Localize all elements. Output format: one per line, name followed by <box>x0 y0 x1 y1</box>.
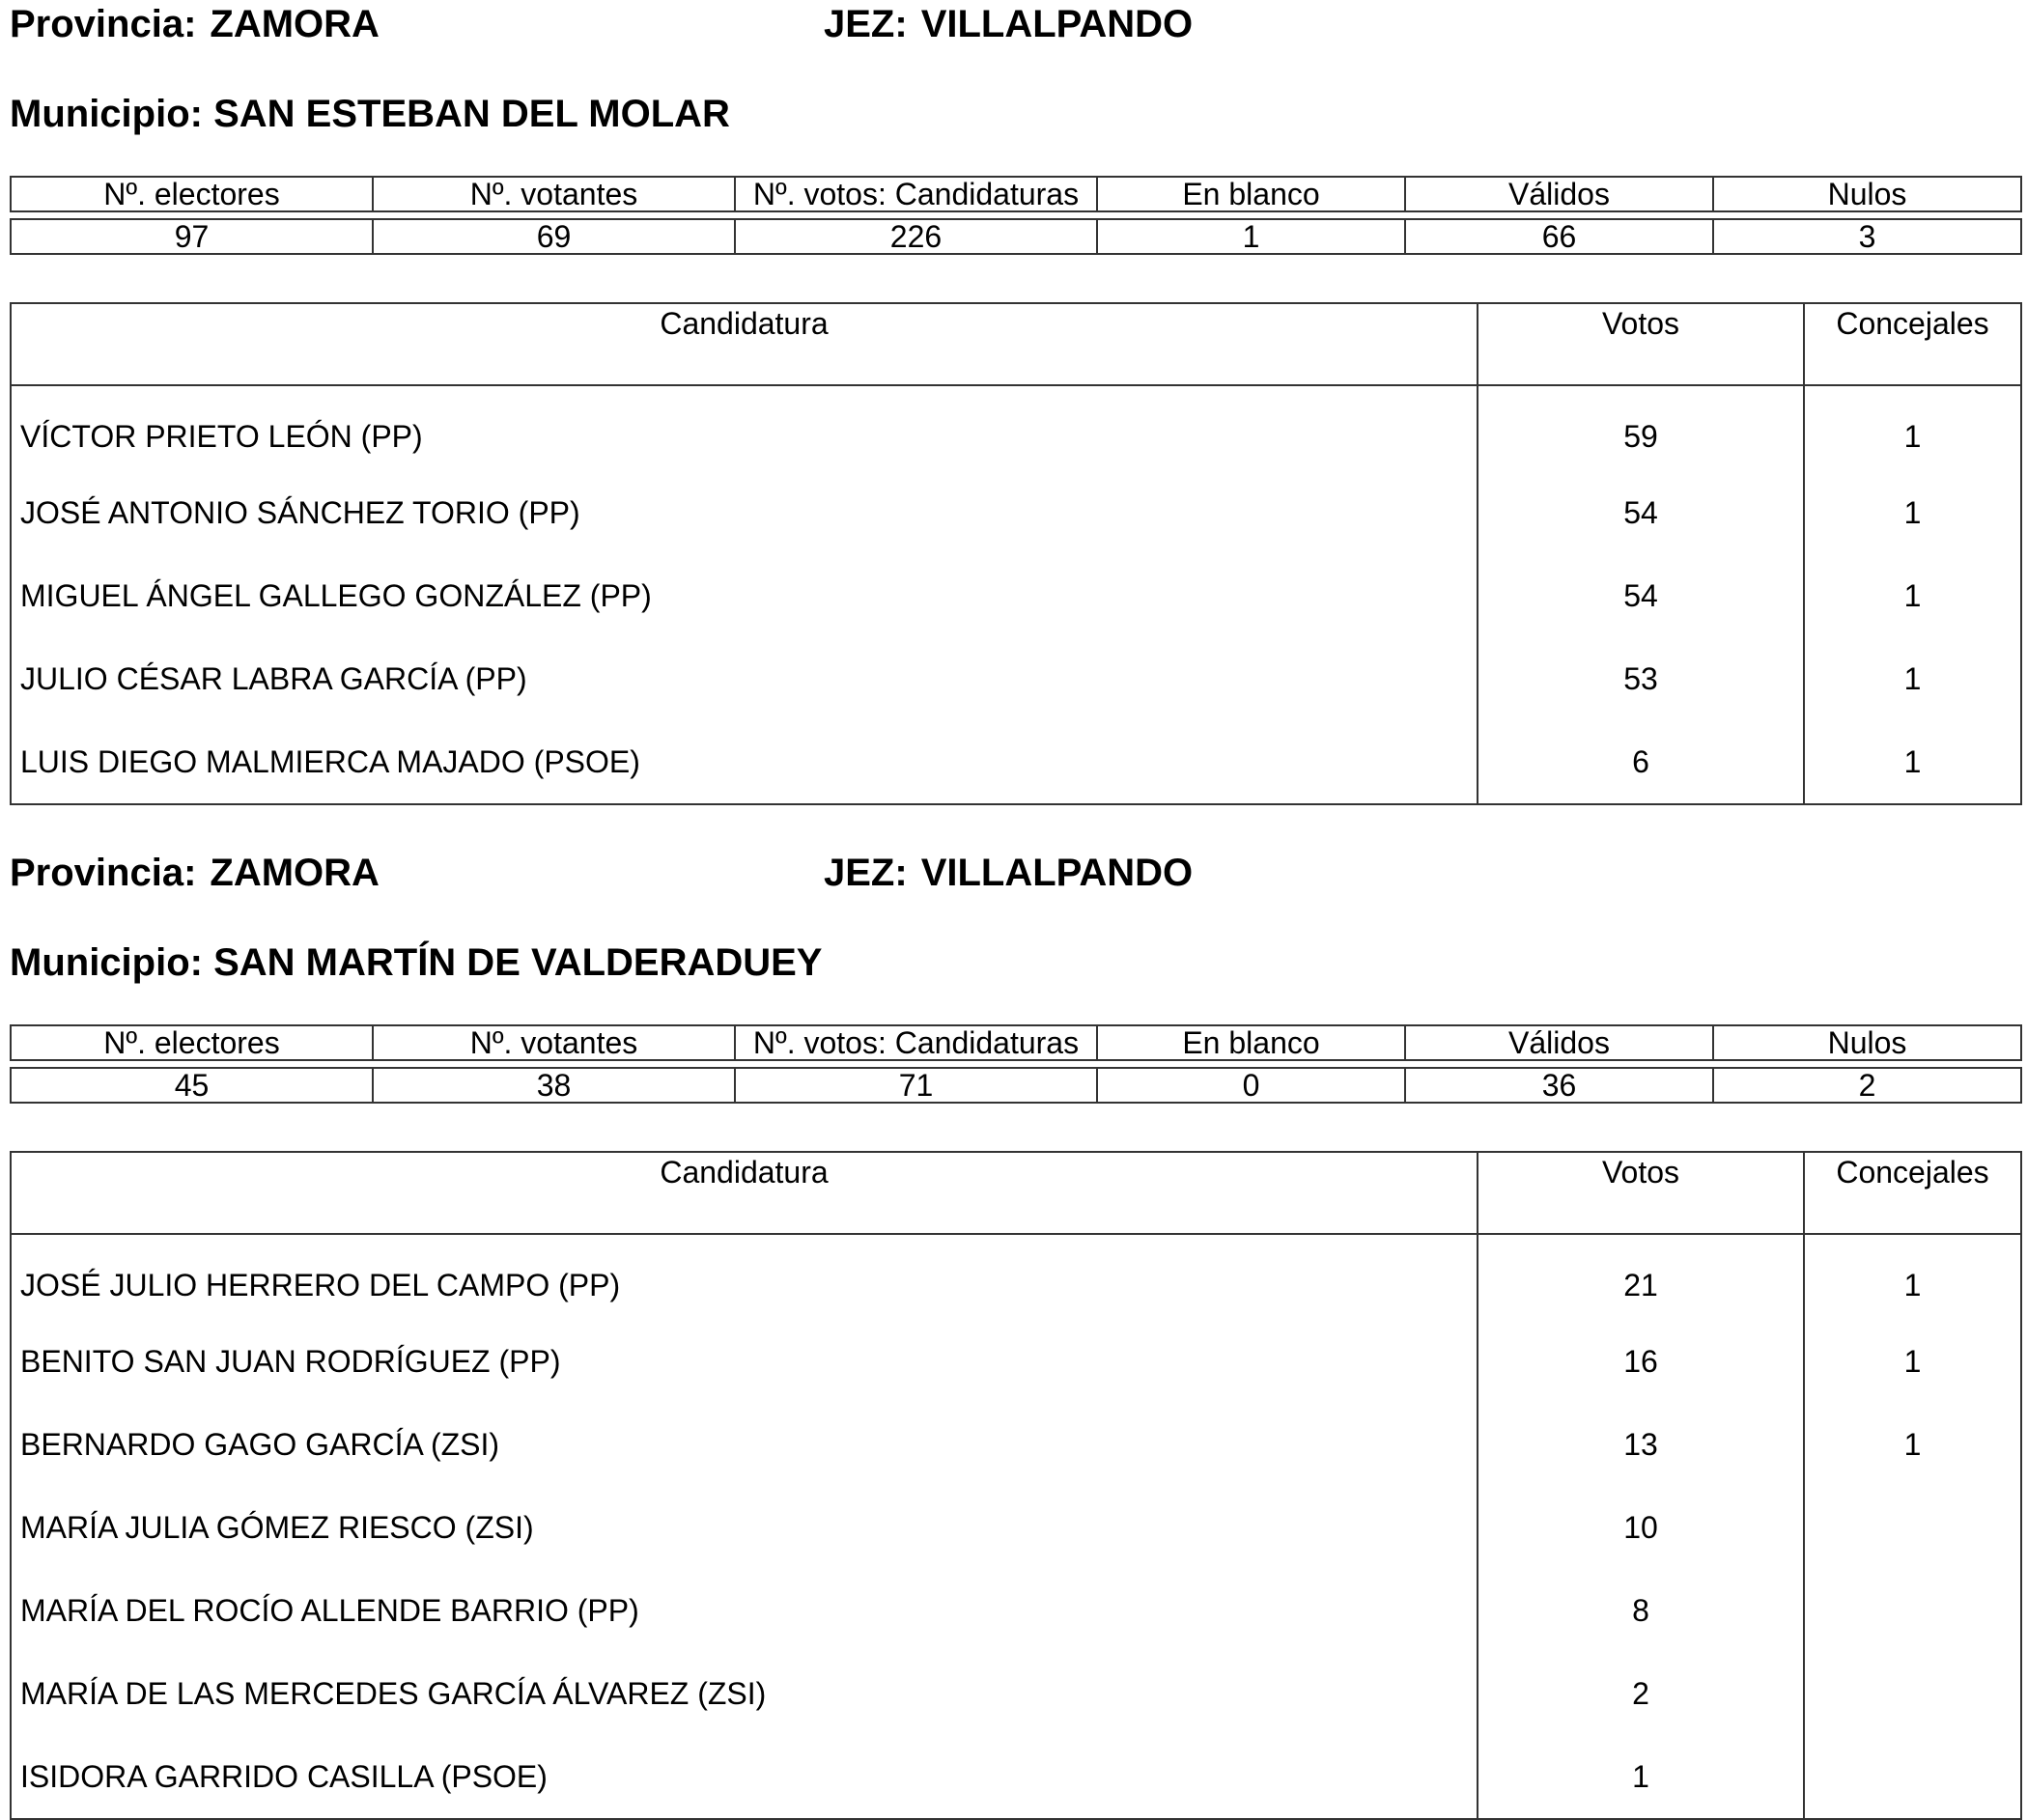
candidate-name: JOSÉ ANTONIO SÁNCHEZ TORIO (PP) <box>11 471 1478 554</box>
candidate-votos: 54 <box>1478 471 1804 554</box>
candidate-name: VÍCTOR PRIETO LEÓN (PP) <box>11 385 1478 471</box>
stats-value-votos-candidaturas: 226 <box>735 219 1097 254</box>
stats-header-nulos: Nulos <box>1713 177 2021 211</box>
stats-value-electores: 45 <box>11 1068 373 1103</box>
provincia-value: ZAMORA <box>210 852 380 894</box>
stats-header-validos: Válidos <box>1405 1025 1713 1060</box>
candidate-name: MARÍA JULIA GÓMEZ RIESCO (ZSI) <box>11 1486 1478 1569</box>
candidate-name: MARÍA DEL ROCÍO ALLENDE BARRIO (PP) <box>11 1569 1478 1652</box>
candidate-votos: 59 <box>1478 385 1804 471</box>
stats-value-votantes: 38 <box>373 1068 735 1103</box>
stats-value-validos: 66 <box>1405 219 1713 254</box>
candidate-votos: 10 <box>1478 1486 1804 1569</box>
candidate-votos: 1 <box>1478 1735 1804 1819</box>
candidate-name: ISIDORA GARRIDO CASILLA (PSOE) <box>11 1735 1478 1819</box>
stats-header-electores: Nº. electores <box>11 1025 373 1060</box>
table-row <box>11 1403 2021 1486</box>
table-row <box>11 1320 2021 1403</box>
candidate-name: BERNARDO GAGO GARCÍA (ZSI) <box>11 1403 1478 1486</box>
candidate-concejales: 1 <box>1804 471 2021 554</box>
concejales-header: Concejales <box>1804 303 2021 385</box>
stats-value-votos-candidaturas: 71 <box>735 1068 1097 1103</box>
table-row <box>11 720 2021 804</box>
provincia-heading-2 <box>10 850 380 896</box>
candidatura-header: Candidatura <box>11 303 1478 385</box>
jez-heading-1 <box>824 1 1193 47</box>
candidate-votos: 53 <box>1478 637 1804 720</box>
provincia-label: Provincia: <box>10 3 197 45</box>
provincia-value: ZAMORA <box>210 3 380 45</box>
municipio-label: Municipio: <box>10 93 203 135</box>
jez-label: JEZ: <box>824 3 908 45</box>
candidatura-header: Candidatura <box>11 1152 1478 1234</box>
provincia-label: Provincia: <box>10 852 197 894</box>
candidate-votos: 2 <box>1478 1652 1804 1735</box>
stats-value-nulos: 3 <box>1713 219 2021 254</box>
stats-header-votantes: Nº. votantes <box>373 1025 735 1060</box>
jez-value: VILLALPANDO <box>920 852 1194 894</box>
table-row <box>11 1735 2021 1819</box>
stats-value-en-blanco: 0 <box>1097 1068 1405 1103</box>
candidates-table-2 <box>10 1151 2022 1820</box>
candidate-votos: 54 <box>1478 554 1804 637</box>
municipio-heading-2 <box>10 939 822 986</box>
jez-label: JEZ: <box>824 852 908 894</box>
candidate-concejales <box>1804 1569 2021 1652</box>
candidate-name: BENITO SAN JUAN RODRÍGUEZ (PP) <box>11 1320 1478 1403</box>
candidate-votos: 16 <box>1478 1320 1804 1403</box>
table-row <box>11 1234 2021 1320</box>
candidate-concejales: 1 <box>1804 1234 2021 1320</box>
table-row <box>11 471 2021 554</box>
stats-value-en-blanco: 1 <box>1097 219 1405 254</box>
municipio-heading-1 <box>10 91 730 137</box>
stats-header-en-blanco: En blanco <box>1097 1025 1405 1060</box>
table-row <box>11 1652 2021 1735</box>
candidate-concejales <box>1804 1735 2021 1819</box>
stats-value-validos: 36 <box>1405 1068 1713 1103</box>
candidate-name: MARÍA DE LAS MERCEDES GARCÍA ÁLVAREZ (ZSI) <box>11 1652 1478 1735</box>
stats-header-votantes: Nº. votantes <box>373 177 735 211</box>
candidates-table-1 <box>10 302 2022 805</box>
candidate-name: LUIS DIEGO MALMIERCA MAJADO (PSOE) <box>11 720 1478 804</box>
municipio-value: SAN ESTEBAN DEL MOLAR <box>213 93 730 135</box>
candidate-concejales: 1 <box>1804 385 2021 471</box>
candidate-concejales <box>1804 1486 2021 1569</box>
candidate-concejales: 1 <box>1804 1320 2021 1403</box>
provincia-heading-1 <box>10 1 380 47</box>
candidate-concejales: 1 <box>1804 720 2021 804</box>
stats-values-table-2 <box>10 1067 2022 1104</box>
table-row <box>11 385 2021 471</box>
candidate-votos: 8 <box>1478 1569 1804 1652</box>
table-row <box>11 1569 2021 1652</box>
table-row <box>11 637 2021 720</box>
stats-header-votos-candidaturas: Nº. votos: Candidaturas <box>735 177 1097 211</box>
votos-header: Votos <box>1478 303 1804 385</box>
candidate-votos: 13 <box>1478 1403 1804 1486</box>
stats-value-nulos: 2 <box>1713 1068 2021 1103</box>
candidate-votos: 21 <box>1478 1234 1804 1320</box>
candidate-concejales <box>1804 1652 2021 1735</box>
municipio-label: Municipio: <box>10 941 203 984</box>
candidate-concejales: 1 <box>1804 1403 2021 1486</box>
stats-header-votos-candidaturas: Nº. votos: Candidaturas <box>735 1025 1097 1060</box>
table-row <box>11 554 2021 637</box>
stats-value-electores: 97 <box>11 219 373 254</box>
jez-heading-2 <box>824 850 1193 896</box>
candidate-concejales: 1 <box>1804 554 2021 637</box>
candidate-name: JULIO CÉSAR LABRA GARCÍA (PP) <box>11 637 1478 720</box>
stats-values-table-1 <box>10 218 2022 255</box>
votos-header: Votos <box>1478 1152 1804 1234</box>
stats-header-table-1 <box>10 176 2022 212</box>
stats-header-validos: Válidos <box>1405 177 1713 211</box>
candidate-name: MIGUEL ÁNGEL GALLEGO GONZÁLEZ (PP) <box>11 554 1478 637</box>
stats-header-en-blanco: En blanco <box>1097 177 1405 211</box>
stats-value-votantes: 69 <box>373 219 735 254</box>
candidate-concejales: 1 <box>1804 637 2021 720</box>
jez-value: VILLALPANDO <box>920 3 1194 45</box>
candidate-votos: 6 <box>1478 720 1804 804</box>
concejales-header: Concejales <box>1804 1152 2021 1234</box>
stats-header-table-2 <box>10 1024 2022 1061</box>
table-row <box>11 1486 2021 1569</box>
municipio-value: SAN MARTÍN DE VALDERADUEY <box>213 941 823 984</box>
candidate-name: JOSÉ JULIO HERRERO DEL CAMPO (PP) <box>11 1234 1478 1320</box>
stats-header-nulos: Nulos <box>1713 1025 2021 1060</box>
stats-header-electores: Nº. electores <box>11 177 373 211</box>
